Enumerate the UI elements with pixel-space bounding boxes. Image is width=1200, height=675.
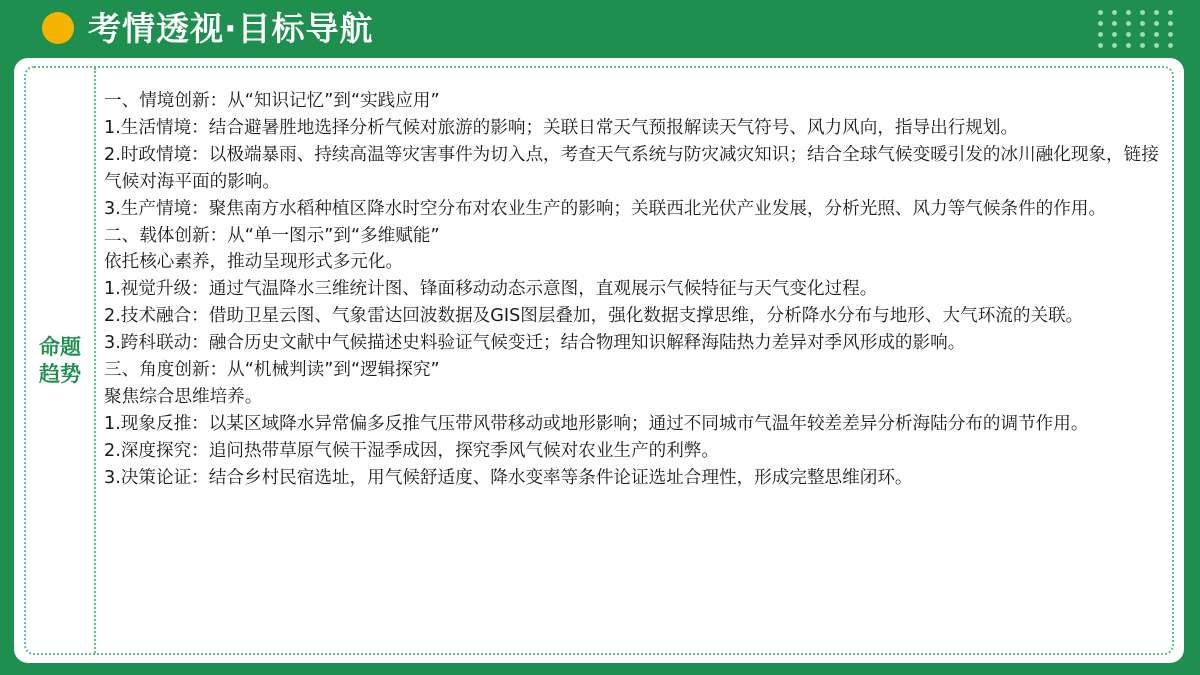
paragraph: 1.现象反推：以某区域降水异常偏多反推气压带风带移动或地形影响；通过不同城市气温年较差差异分析海陆分布的调节作用。	[104, 413, 1089, 434]
heading-3: 三、角度创新：从“机械判读”到“逻辑探究”	[104, 360, 440, 381]
heading-2: 二、载体创新：从“单一图示”到“多维赋能”	[104, 225, 440, 246]
header	[0, 0, 1200, 58]
side-label: 命题趋势	[39, 334, 81, 386]
heading-1: 一、情境创新：从“知识记忆”到“实践应用”	[104, 91, 440, 111]
content-text	[104, 88, 1164, 492]
content-panel	[14, 58, 1184, 663]
paragraph: 3.生产情境：聚焦南方水稻种植区降水时空分布对农业生产的影响；关联西北光伏产业发展，分析光照、风力等气候条件的作用。	[104, 198, 1107, 219]
dot-grid-decoration-icon	[1098, 10, 1178, 50]
bullet-dot-icon	[42, 12, 74, 44]
paragraph: 2.深度探究：追问热带草原气候干湿季成因，探究季风气候对农业生产的利弊。	[104, 440, 719, 461]
paragraph: 2.技术融合：借助卫星云图、气象雷达回波数据及GIS图层叠加，强化数据支撑思维，分析降水分布与地形、大气环流的关联。	[104, 306, 1084, 327]
paragraph: 3.跨科联动：融合历史文献中气候描述史料验证气候变迁；结合物理知识解释海陆热力差异对季风形成的影响。	[104, 333, 966, 354]
page-title: 考情透视·目标导航	[88, 9, 374, 48]
paragraph: 聚焦综合思维培养。	[104, 386, 263, 407]
paragraph: 3.决策论证：结合乡村民宿选址，用气候舒适度、降水变率等条件论证选址合理性，形成完整思维闭环。	[104, 467, 913, 488]
side-column	[26, 68, 96, 653]
dotted-frame	[24, 66, 1174, 655]
paragraph: 1.视觉升级：通过气温降水三维统计图、锋面移动动态示意图，直观展示气候特征与天气变化过程。	[104, 279, 878, 300]
paragraph: 2.时政情境：以极端暴雨、持续高温等灾害事件为切入点，考查天气系统与防灾减灾知识；结合全球气候变暖引发的冰川融化现象，链接气候对海平面的影响。	[104, 144, 1159, 192]
paragraph: 依托核心素养，推动呈现形式多元化。	[104, 252, 404, 273]
paragraph: 1.生活情境：结合避暑胜地选择分析气候对旅游的影响；关联日常天气预报解读天气符号、风力风向，指导出行规划。	[104, 117, 1019, 138]
